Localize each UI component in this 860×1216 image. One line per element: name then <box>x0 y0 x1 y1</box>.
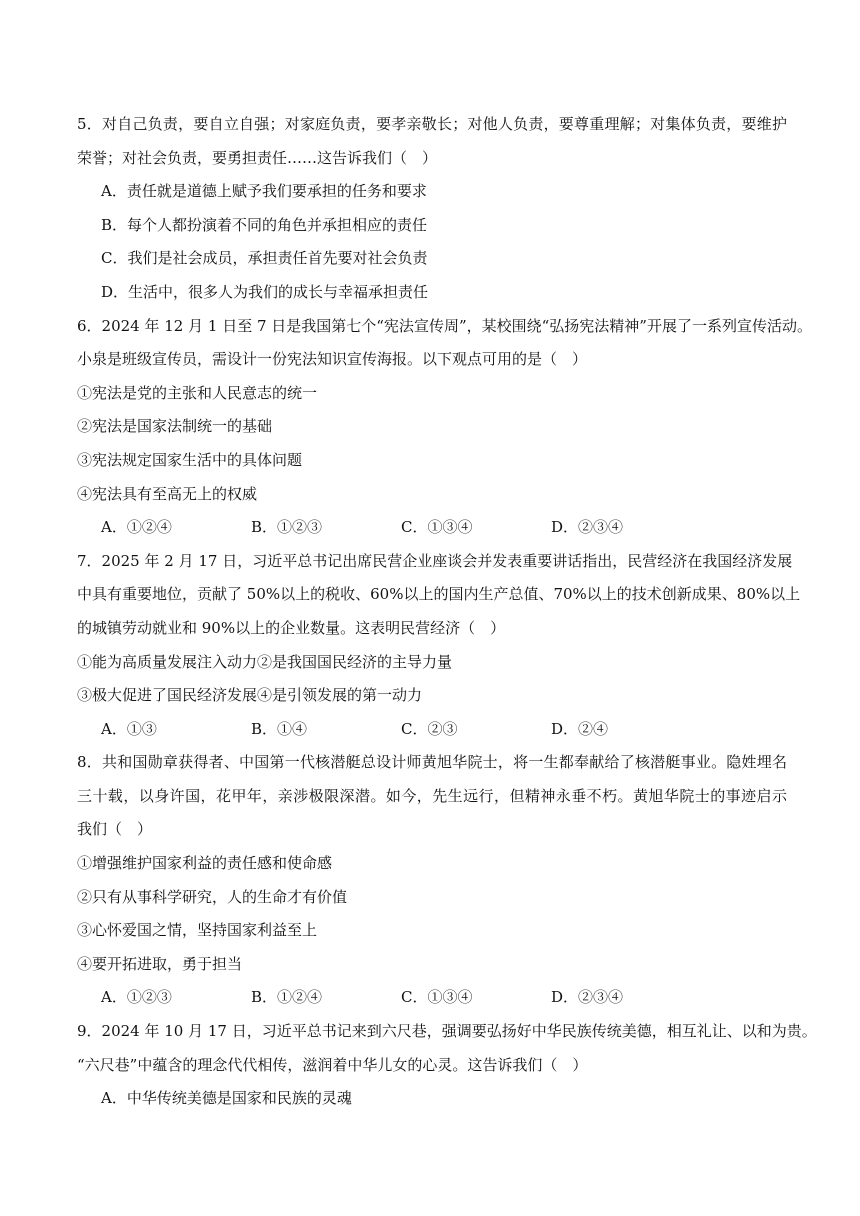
question-stem-line: 我们（ ） <box>77 820 153 839</box>
choice-c: C．①③④ <box>401 518 473 537</box>
choice-a: A．①③ <box>101 719 157 738</box>
option-a: A．责任就是道德上赋予我们要承担的任务和要求 <box>101 182 427 201</box>
statement-3: ③宪法规定国家生活中的具体问题 <box>77 450 303 469</box>
statement-3-4: ③极大促进了国民经济发展④是引领发展的第一动力 <box>77 686 423 705</box>
question-stem-line: 的城镇劳动就业和 90%以上的企业数量。这表明民营经济（ ） <box>77 618 506 637</box>
choice-d: D．②③④ <box>551 518 624 537</box>
question-6 <box>77 310 812 545</box>
question-stem-line: 6．2024 年 12 月 1 日至 7 日是我国第七个“宪法宣传周”，某校围绕“弘扬宪法精神”开展了一系列宣传活动。 <box>77 316 812 335</box>
question-5 <box>77 108 787 310</box>
statement-4: ④要开拓进取，勇于担当 <box>77 954 243 973</box>
choice-a: A．①②③ <box>101 988 172 1007</box>
statement-3: ③心怀爱国之情，坚持国家利益至上 <box>77 921 318 940</box>
choice-b: B．①②④ <box>251 988 323 1007</box>
question-stem-line: “六尺巷”中蕴含的理念代代相传，滋润着中华儿女的心灵。这告诉我们（ ） <box>77 1055 588 1074</box>
question-stem-line: 中具有重要地位，贡献了 50%以上的税收、60%以上的国内生产总值、70%以上的技术创新成果、80%以上 <box>77 585 801 604</box>
statement-1: ①宪法是党的主张和人民意志的统一 <box>77 383 318 402</box>
question-8 <box>77 746 787 1015</box>
question-stem-line: 7．2025 年 2 月 17 日，习近平总书记出席民营企业座谈会并发表重要讲话指出，民营经济在我国经济发展 <box>77 551 793 570</box>
choice-row <box>77 713 787 747</box>
question-list <box>77 108 817 1116</box>
choice-d: D．②③④ <box>551 988 624 1007</box>
choice-d: D．②④ <box>551 719 609 738</box>
option-c: C．我们是社会成员，承担责任首先要对社会负责 <box>101 249 428 268</box>
question-7 <box>77 545 801 747</box>
statement-1-2: ①能为高质量发展注入动力②是我国国民经济的主导力量 <box>77 652 453 671</box>
choice-row <box>77 511 787 545</box>
question-stem-line: 5．对自己负责，要自立自强；对家庭负责，要孝亲敬长；对他人负责，要尊重理解；对集体负责，要维护 <box>77 115 787 133</box>
choice-a: A．①②④ <box>101 518 172 537</box>
question-stem-line: 三十载，以身许国，花甲年，亲涉极限深潜。如今，先生远行，但精神永垂不朽。黄旭华院士的事迹启示 <box>77 786 787 805</box>
question-stem-line: 荣誉；对社会负责，要勇担责任……这告诉我们（ ） <box>77 148 438 167</box>
statement-2: ②宪法是国家法制统一的基础 <box>77 417 273 436</box>
choice-row <box>77 981 787 1015</box>
choice-b: B．①④ <box>251 719 308 738</box>
statement-4: ④宪法具有至高无上的权威 <box>77 484 258 503</box>
option-d: D．生活中，很多人为我们的成长与幸福承担责任 <box>101 282 429 301</box>
choice-c: C．②③ <box>401 719 458 738</box>
option-b: B．每个人都扮演着不同的角色并承担相应的责任 <box>101 215 428 234</box>
question-stem-line: 小泉是班级宣传员，需设计一份宪法知识宣传海报。以下观点可用的是（ ） <box>77 350 588 369</box>
choice-b: B．①②③ <box>251 518 323 537</box>
choice-c: C．①③④ <box>401 988 473 1007</box>
option-a: A．中华传统美德是国家和民族的灵魂 <box>101 1089 352 1108</box>
statement-1: ①增强维护国家利益的责任感和使命感 <box>77 854 333 873</box>
question-9 <box>77 1015 817 1116</box>
question-stem-line: 9．2024 年 10 月 17 日，习近平总书记来到六尺巷，强调要弘扬好中华民族传统美德，相互礼让、以和为贵。 <box>77 1022 817 1041</box>
statement-2: ②只有从事科学研究，人的生命才有价值 <box>77 887 348 906</box>
question-stem-line: 8．共和国勋章获得者、中国第一代核潜艇总设计师黄旭华院士，将一生都奉献给了核潜艇事业。隐姓埋名 <box>77 753 787 772</box>
